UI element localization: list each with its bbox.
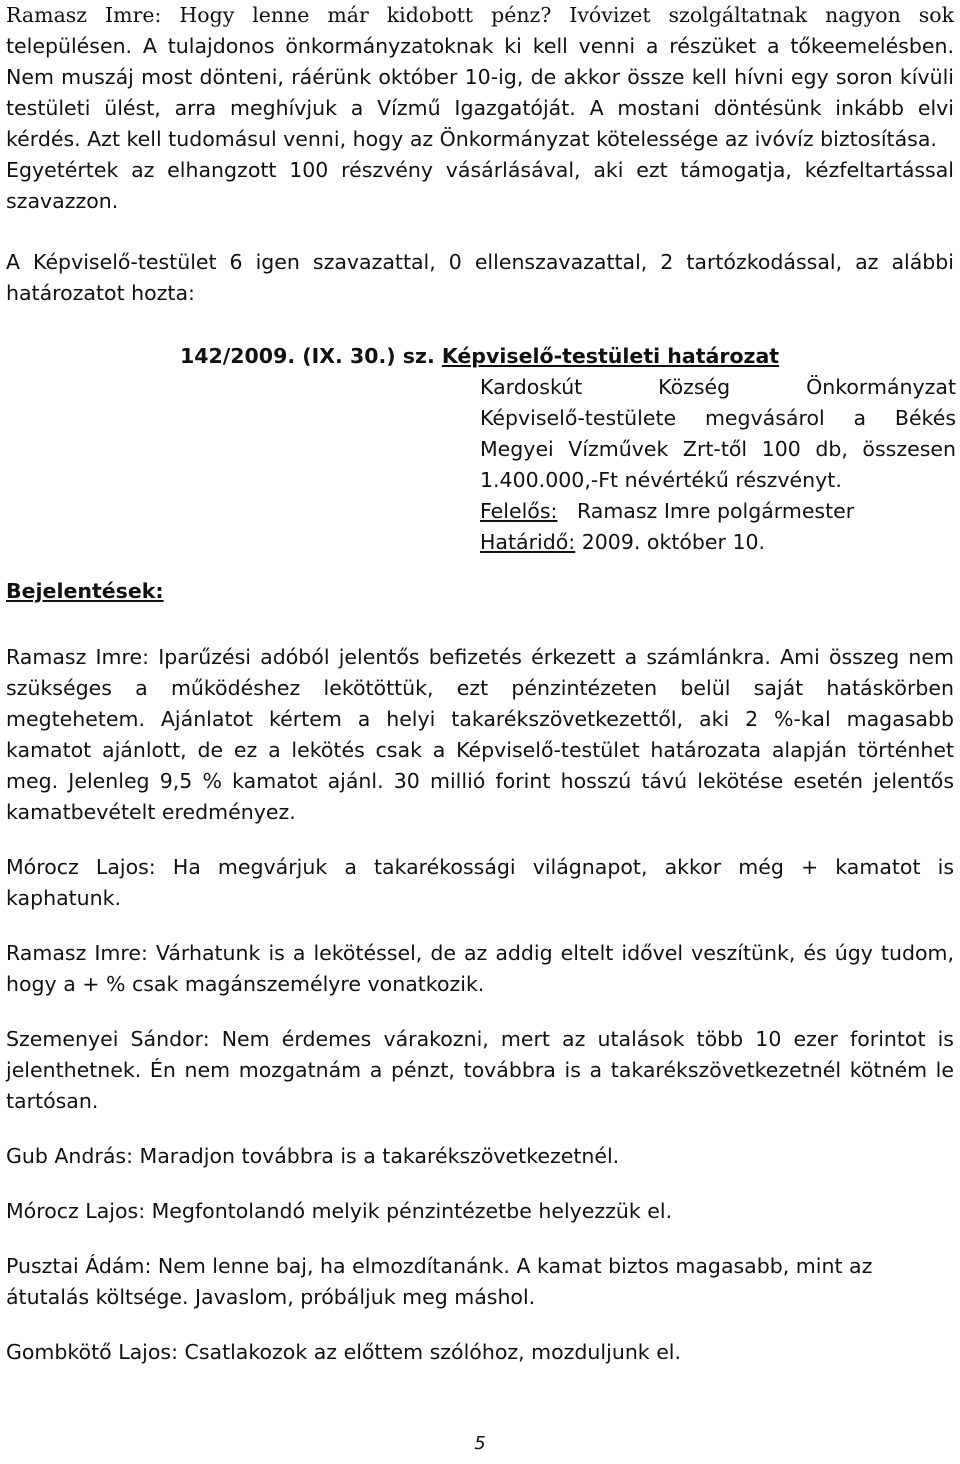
vote-request-paragraph: Egyetértek az elhangzott 100 részvény vásárlásával, aki ezt támogatja, kézfeltartással szavazzon.: [6, 158, 954, 213]
deadline-value: 2009. október 10.: [581, 530, 766, 554]
intro-paragraph: [6, 0, 954, 155]
document-page: [6, 0, 954, 1368]
announcement-paragraph: Mórocz Lajos: Megfontolandó melyik pénzintézetbe helyezzük el.: [6, 1199, 673, 1223]
announcement-paragraph: Gub András: Maradjon továbbra is a takarékszövetkezetnél.: [6, 1144, 620, 1168]
announcement-paragraph: Ramasz Imre: Várhatunk is a lekötéssel, de az addig eltelt idővel veszítünk, és úgy tudom, hogy a + % csak magánszemélyre vonatkozik.: [6, 941, 954, 996]
vote-result-paragraph: A Képviselő-testület 6 igen szavazattal, 0 ellenszavazattal, 2 tartózkodással, az alábbi határozatot hozta:: [6, 250, 954, 305]
resolution-title: Képviselő-testületi határozat: [441, 344, 780, 368]
resolution-text-line: Képviselő-testülete megvásárol a Békés: [480, 406, 956, 430]
announcement-paragraph: Gombkötő Lajos: Csatlakozok az előttem szólóhoz, mozduljunk el.: [6, 1340, 682, 1364]
deadline-label: Határidő:: [480, 530, 576, 554]
announcement-paragraph: Mórocz Lajos: Ha megvárjuk a takarékossági világnapot, akkor még + kamatot is kaphatunk.: [6, 855, 954, 910]
resolution-deadline: [480, 527, 956, 558]
resolution-body: [480, 372, 956, 558]
intro-first-line: Ramasz Imre: Hogy lenne már kidobott pénz? Ivóvizet szolgáltatnak nagyon sok: [6, 3, 954, 27]
resolution-text-line: 1.400.000,-Ft névértékű részvényt.: [480, 468, 842, 492]
resolution-responsible: [480, 496, 956, 527]
intro-continuation: településen. A tulajdonos önkormányzatoknak ki kell venni a részüket a tőkeemelésben. Nem muszáj most dönteni, ráérünk október 10-ig, de akkor össze kell hívni egy soron kívüli testületi ülést, arra meghívjuk a Vízmű Igazgatóját. A mostani döntésünk inkább elvi kérdés. Azt kell tudomásul venni, hogy az Önkormányzat kötelessége az ivóvíz biztosítása.: [6, 34, 954, 151]
resolution-number: 142/2009. (IX. 30.) sz.: [180, 344, 435, 368]
announcement-paragraph: Ramasz Imre: Iparűzési adóból jelentős befizetés érkezett a számlánkra. Ami összeg nem szükséges a működéshez lekötöttük, ezt pénzintézeten belül saját hatáskörben megtehetem. Ajánlatot kértem a helyi takarékszövetkezettől, aki 2 %-kal magasabb kamatot ajánlott, de ez a lekötés csak a Képviselő-testület határozata alapján történhet meg. Jelenleg 9,5 % kamatot ajánl. 30 millió forint hosszú távú lekötése esetén jelentős kamatbevételt eredményez.: [6, 645, 954, 824]
responsible-label: Felelős:: [480, 499, 558, 523]
resolution-heading: [180, 341, 956, 372]
responsible-value: Ramasz Imre polgármester: [576, 499, 855, 523]
announcement-paragraph: Pusztai Ádám: Nem lenne baj, ha elmozdítanánk. A kamat biztos magasabb, mint az átutalás költsége. Javaslom, próbáljuk meg máshol.: [6, 1254, 873, 1309]
announcements-heading: Bejelentések:: [6, 579, 164, 603]
announcement-paragraph: Szemenyei Sándor: Nem érdemes várakozni, mert az utalások több 10 ezer forintot is jelenthetnek. Én nem mozgatnám a pénzt, továbbra is a takarékszövetkezetnél kötném le tartósan.: [6, 1027, 954, 1113]
page-number: 5: [474, 1433, 486, 1454]
resolution-text-line: Kardoskút Község Önkormányzat: [480, 375, 956, 399]
resolution-text-line: Megyei Vízművek Zrt-től 100 db, összesen: [480, 437, 956, 461]
resolution-block: [180, 341, 956, 558]
